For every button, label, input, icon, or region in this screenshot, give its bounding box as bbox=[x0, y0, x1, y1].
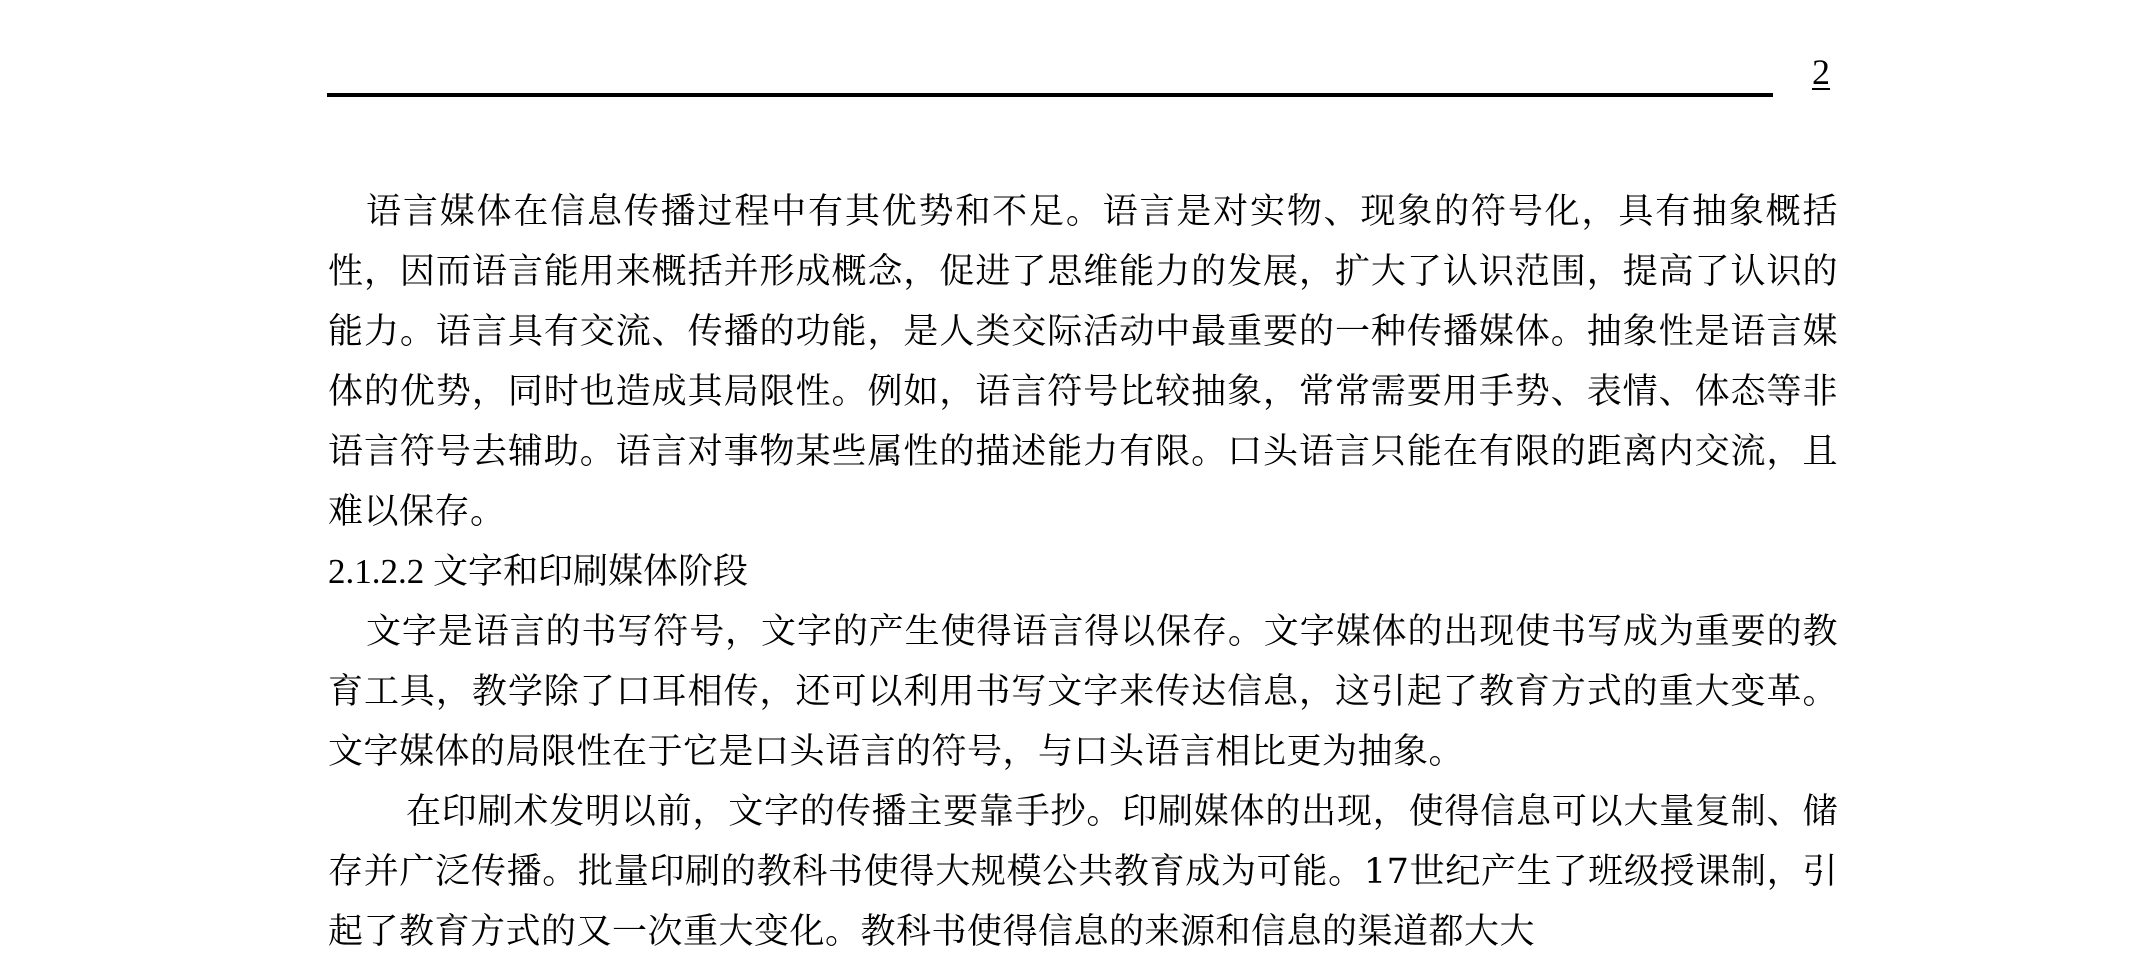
body-text bbox=[328, 182, 1838, 962]
page-number: 2 bbox=[1812, 52, 1830, 92]
paragraph-language-media: 语言媒体在信息传播过程中有其优势和不足。语言是对实物、现象的符号化，具有抽象概括性，因而语言能用来概括并形成概念，促进了思维能力的发展，扩大了认识范围，提高了认识的能力。语言具有交流、传播的功能，是人类交际活动中最重要的一种传播媒体。抽象性是语言媒体的优势，同时也造成其局限性。例如，语言符号比较抽象，常常需要用手势、表情、体态等非语言符号去辅助。语言对事物某些属性的描述能力有限。口头语言只能在有限的距离内交流，且难以保存。 bbox=[328, 192, 1838, 532]
paragraph-print-media: 在印刷术发明以前，文字的传播主要靠手抄。印刷媒体的出现，使得信息可以大量复制、储存并广泛传播。批量印刷的教科书使得大规模公共教育成为可能。17世纪产生了班级授课制，引起了教育方式的又一次重大变化。教科书使得信息的来源和信息的渠道都大大 bbox=[328, 792, 1838, 952]
section-heading: 2.1.2.2 文字和印刷媒体阶段 bbox=[328, 552, 749, 591]
paragraph-text-media: 文字是语言的书写符号，文字的产生使得语言得以保存。文字媒体的出现使书写成为重要的教育工具，教学除了口耳相传，还可以利用书写文字来传达信息，这引起了教育方式的重大变革。文字媒体的局限性在于它是口头语言的符号，与口头语言相比更为抽象。 bbox=[328, 612, 1838, 772]
header-rule bbox=[327, 93, 1773, 97]
